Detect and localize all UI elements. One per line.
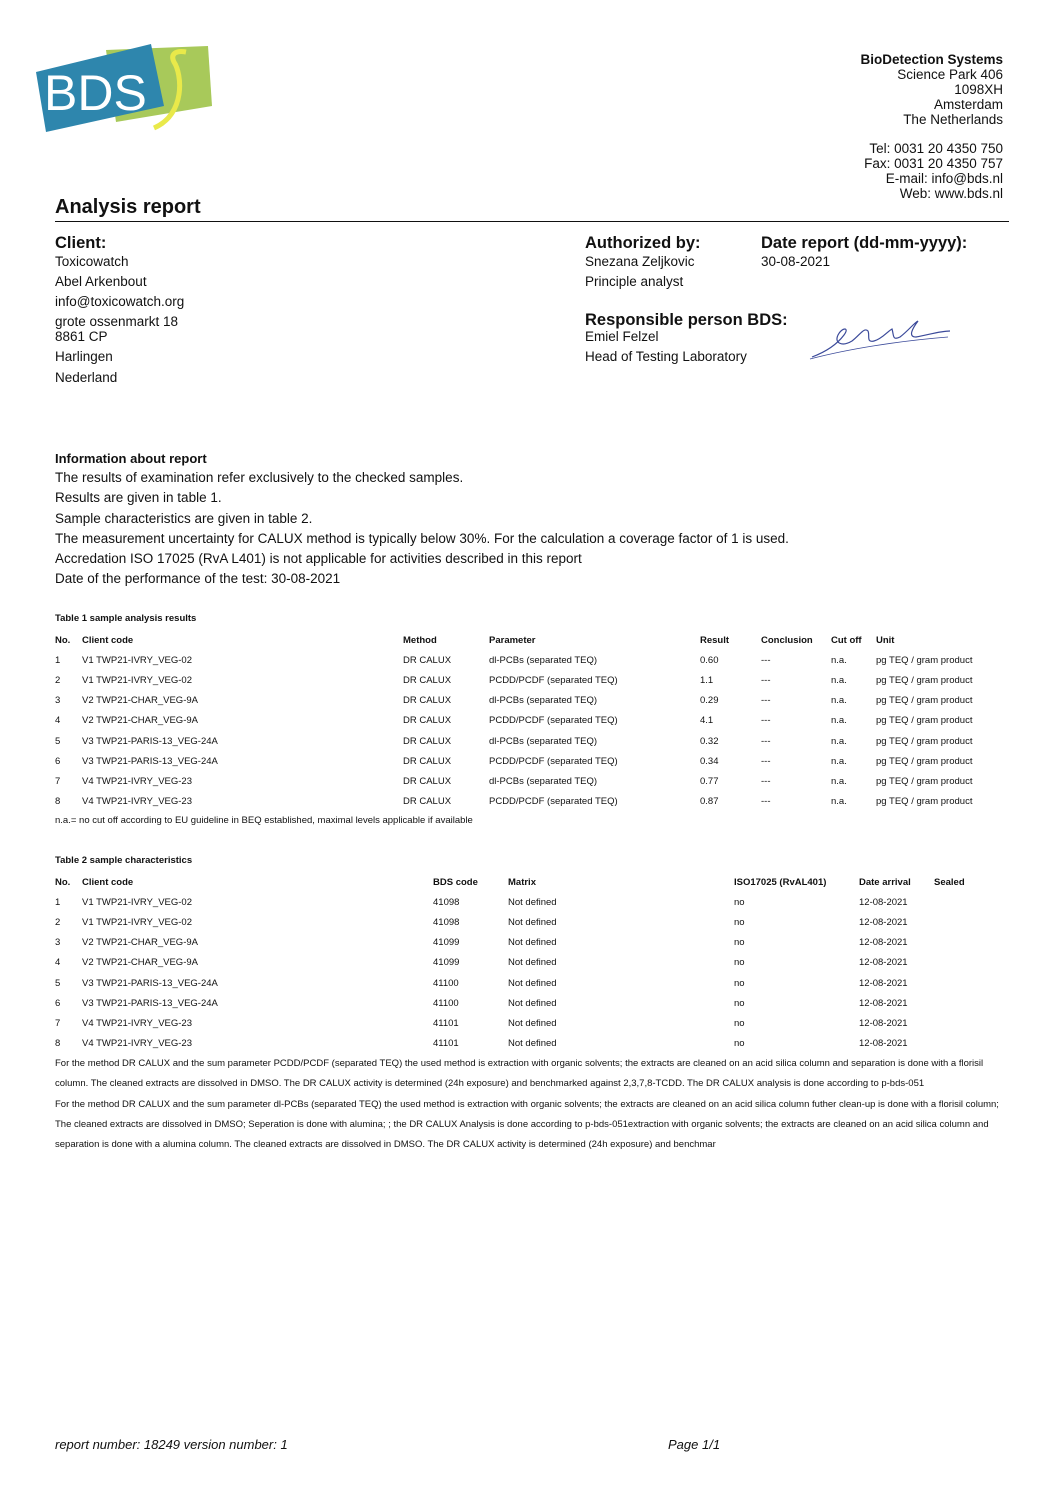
info-line: Sample characteristics are given in table 2. [55, 511, 313, 526]
cell-parameter: PCDD/PCDF (separated TEQ) [489, 715, 618, 727]
cell-unit: pg TEQ / gram product [876, 796, 973, 808]
address-line: The Netherlands [903, 112, 1003, 127]
client-line: Nederland [55, 370, 118, 385]
cell-matrix: Not defined [508, 937, 557, 949]
cell-parameter: dl-PCBs (separated TEQ) [489, 695, 598, 707]
cell-result: 0.29 [700, 695, 719, 707]
cell-method: DR CALUX [403, 695, 452, 707]
address-line: Amsterdam [933, 97, 1003, 112]
table-row [55, 953, 1010, 973]
table-row [55, 912, 1010, 932]
cell-client-code: V3 TWP21-PARIS-13_VEG-24A [82, 735, 218, 747]
cell-unit: pg TEQ / gram product [876, 755, 973, 767]
client-line: Harlingen [55, 349, 113, 364]
cell-unit: pg TEQ / gram product [876, 654, 973, 666]
bds-logo-graphic [36, 44, 214, 136]
col-conclusion: Conclusion [761, 634, 813, 646]
col-date-arrival: Date arrival [859, 876, 911, 888]
responsible-role: Head of Testing Laboratory [585, 349, 747, 364]
cell-matrix: Not defined [508, 896, 557, 908]
cell-method: DR CALUX [403, 654, 452, 666]
cell-date-arrival: 12-08-2021 [859, 896, 908, 908]
cell-parameter: dl-PCBs (separated TEQ) [489, 654, 598, 666]
cell-bds-code: 41099 [433, 937, 460, 949]
cell-cut-off: n.a. [831, 735, 847, 747]
cell-cut-off: n.a. [831, 654, 847, 666]
table-row [55, 933, 1010, 953]
col-client-code: Client code [82, 876, 134, 888]
authorized-name: Snezana Zeljkovic [585, 254, 695, 269]
cell-result: 4.1 [700, 715, 714, 727]
col-sealed: Sealed [934, 876, 965, 888]
cell-sealed [934, 892, 1010, 912]
cell-cut-off: n.a. [831, 715, 847, 727]
cell-iso17025: no [734, 937, 745, 949]
cell-conclusion: --- [761, 674, 771, 686]
cell-unit: pg TEQ / gram product [876, 674, 973, 686]
date-report-heading: Date report (dd-mm-yyyy): [761, 234, 968, 252]
cell-bds-code: 41100 [433, 977, 459, 989]
cell-conclusion: --- [761, 715, 771, 727]
col-no: No. [55, 634, 71, 646]
cell-parameter: PCDD/PCDF (separated TEQ) [489, 674, 618, 686]
signature-graphic [808, 313, 953, 361]
page-number: Page 1/1 [668, 1437, 721, 1452]
cell-date-arrival: 12-08-2021 [859, 977, 908, 989]
client-line: info@toxicowatch.org [55, 294, 185, 309]
client-heading: Client: [55, 234, 107, 252]
info-line: The results of examination refer exclusively to the checked samples. [55, 470, 464, 485]
col-parameter: Parameter [489, 634, 536, 646]
cell-conclusion: --- [761, 755, 771, 767]
cell-parameter: PCDD/PCDF (separated TEQ) [489, 796, 618, 808]
authorized-heading: Authorized by: [585, 234, 701, 252]
address-line: 1098XH [954, 82, 1003, 97]
cell-no: 1 [55, 896, 61, 908]
cell-iso17025: no [734, 977, 745, 989]
col-iso17025: ISO17025 (RvAL401) [734, 876, 827, 888]
cell-iso17025: no [734, 916, 745, 928]
table-row [55, 751, 1010, 771]
cell-date-arrival: 12-08-2021 [859, 937, 908, 949]
info-heading: Information about report [55, 451, 207, 466]
col-method: Method [403, 634, 437, 646]
contact-fax: Fax: 0031 20 4350 757 [864, 156, 1003, 171]
cell-no: 4 [55, 715, 61, 727]
client-line: grote ossenmarkt 18 [55, 314, 179, 329]
cell-conclusion: --- [761, 654, 771, 666]
cell-parameter: PCDD/PCDF (separated TEQ) [489, 755, 618, 767]
cell-sealed [934, 1034, 1010, 1054]
report-number: report number: 18249 version number: 1 [55, 1437, 288, 1452]
cell-matrix: Not defined [508, 916, 557, 928]
responsible-heading: Responsible person BDS: [585, 311, 788, 329]
cell-result: 1.1 [700, 674, 714, 686]
contact-web: Web: www.bds.nl [899, 186, 1003, 201]
cell-client-code: V1 TWP21-IVRY_VEG-02 [82, 654, 193, 666]
contact-tel: Tel: 0031 20 4350 750 [869, 141, 1003, 156]
table-row [55, 650, 1010, 670]
cell-result: 0.87 [700, 796, 719, 808]
cell-unit: pg TEQ / gram product [876, 775, 973, 787]
table-row [55, 993, 1010, 1013]
cell-client-code: V2 TWP21-CHAR_VEG-9A [82, 937, 198, 949]
cell-client-code: V3 TWP21-PARIS-13_VEG-24A [82, 997, 218, 1009]
cell-sealed [934, 1013, 1010, 1033]
cell-sealed [934, 973, 1010, 993]
table-header-row [55, 630, 1010, 650]
table-row [55, 1034, 1010, 1054]
table-row [55, 892, 1010, 912]
cell-iso17025: no [734, 896, 745, 908]
cell-cut-off: n.a. [831, 695, 847, 707]
cell-bds-code: 41098 [433, 896, 460, 908]
cell-result: 0.60 [700, 654, 719, 666]
cell-no: 7 [55, 775, 61, 787]
cell-client-code: V2 TWP21-CHAR_VEG-9A [82, 715, 198, 727]
logo-text: BDS [44, 65, 147, 121]
cell-method: DR CALUX [403, 755, 452, 767]
cell-no: 6 [55, 755, 61, 767]
table-row [55, 691, 1010, 711]
cell-bds-code: 41101 [433, 1038, 459, 1050]
cell-no: 8 [55, 1038, 61, 1050]
table-row [55, 1013, 1010, 1033]
cell-matrix: Not defined [508, 1017, 557, 1029]
responsible-name: Emiel Felzel [585, 329, 659, 344]
col-matrix: Matrix [508, 876, 536, 888]
cell-no: 2 [55, 916, 61, 928]
cell-conclusion: --- [761, 735, 771, 747]
cell-method: DR CALUX [403, 775, 452, 787]
cell-cut-off: n.a. [831, 796, 847, 808]
table1-caption: Table 1 sample analysis results [55, 613, 197, 624]
signature [808, 313, 953, 361]
cell-unit: pg TEQ / gram product [876, 695, 973, 707]
cell-client-code: V1 TWP21-IVRY_VEG-02 [82, 916, 193, 928]
cell-bds-code: 41100 [433, 997, 459, 1009]
company-name: BioDetection Systems [860, 52, 1003, 67]
table-header-row [55, 872, 1010, 892]
cell-bds-code: 41101 [433, 1017, 459, 1029]
cell-cut-off: n.a. [831, 775, 847, 787]
cell-parameter: dl-PCBs (separated TEQ) [489, 775, 598, 787]
cell-date-arrival: 12-08-2021 [859, 1038, 908, 1050]
cell-iso17025: no [734, 997, 745, 1009]
cell-parameter: dl-PCBs (separated TEQ) [489, 735, 598, 747]
cell-method: DR CALUX [403, 674, 452, 686]
cell-result: 0.77 [700, 775, 719, 787]
cell-iso17025: no [734, 957, 745, 969]
company-contact [864, 141, 1003, 201]
cell-cut-off: n.a. [831, 674, 847, 686]
cell-sealed [934, 953, 1010, 973]
cell-result: 0.32 [700, 735, 719, 747]
table-row [55, 771, 1010, 791]
cell-sealed [934, 933, 1010, 953]
cell-iso17025: no [734, 1017, 745, 1029]
cell-date-arrival: 12-08-2021 [859, 916, 908, 928]
table-row [55, 670, 1010, 690]
cell-client-code: V4 TWP21-IVRY_VEG-23 [82, 796, 193, 808]
cell-conclusion: --- [761, 695, 771, 707]
cell-no: 2 [55, 674, 61, 686]
cell-client-code: V3 TWP21-PARIS-13_VEG-24A [82, 977, 218, 989]
cell-client-code: V2 TWP21-CHAR_VEG-9A [82, 957, 198, 969]
cell-unit: pg TEQ / gram product [876, 735, 973, 747]
cell-no: 8 [55, 796, 61, 808]
cell-client-code: V1 TWP21-IVRY_VEG-02 [82, 896, 193, 908]
table-row [55, 711, 1010, 731]
cell-matrix: Not defined [508, 977, 557, 989]
method-description [55, 1054, 1005, 1155]
cell-no: 1 [55, 654, 61, 666]
method-paragraph-pcdd: For the method DR CALUX and the sum parameter PCDD/PCDF (separated TEQ) the used method is extraction with organic solvents; the extracts are cleaned on an acid silica column and separation is done with a florisil column. The cleaned extracts are dissolved in DMSO. The DR CALUX activity is determined (24h exposure) and benchmarked against 2,3,7,8-TCDD. The DR CALUX analysis is done according to p-bds-051 [55, 1058, 984, 1090]
info-line: Results are given in table 1. [55, 490, 222, 505]
cell-bds-code: 41098 [433, 916, 460, 928]
cell-bds-code: 41099 [433, 957, 460, 969]
table-row [55, 792, 1010, 812]
cell-client-code: V2 TWP21-CHAR_VEG-9A [82, 695, 198, 707]
col-unit: Unit [876, 634, 895, 646]
col-cut-off: Cut off [831, 634, 862, 646]
table-row [55, 731, 1010, 751]
cell-client-code: V4 TWP21-IVRY_VEG-23 [82, 1017, 193, 1029]
cell-method: DR CALUX [403, 715, 452, 727]
info-line: Date of the performance of the test: 30-08-2021 [55, 571, 341, 586]
report-title: Analysis report [55, 196, 201, 218]
col-bds-code: BDS code [433, 876, 478, 888]
cell-matrix: Not defined [508, 1038, 557, 1050]
date-report-value: 30-08-2021 [761, 254, 831, 269]
cell-no: 3 [55, 937, 61, 949]
client-line: Toxicowatch [55, 254, 129, 269]
cell-client-code: V1 TWP21-IVRY_VEG-02 [82, 674, 193, 686]
cell-iso17025: no [734, 1038, 745, 1050]
client-line: 8861 CP [55, 329, 108, 344]
cell-no: 7 [55, 1017, 61, 1029]
cell-method: DR CALUX [403, 796, 452, 808]
info-line: Accredation ISO 17025 (RvA L401) is not applicable for activities described in this report [55, 551, 582, 566]
cell-client-code: V4 TWP21-IVRY_VEG-23 [82, 1038, 193, 1050]
address-line: Science Park 406 [897, 67, 1003, 82]
method-paragraph-dlpcb: For the method DR CALUX and the sum parameter dl-PCBs (separated TEQ) the used method is extraction with organic solvents; the extracts are cleaned on an acid silica column futher clean-up is done with a florisil column; The cleaned extracts are dissolved in DMSO; Seperation is done with alumina; ; the DR CALUX Analysis is done according to p-bds-051extraction with organic solvents; the extracts are cleaned on an acid silica column and separation is done with a alumina column. The cleaned extracts are dissolved in DMSO. The DR CALUX activity is determined (24h exposure) and benchmar [55, 1098, 999, 1151]
col-no: No. [55, 876, 71, 888]
table-row [55, 973, 1010, 993]
cell-no: 5 [55, 735, 61, 747]
cell-cut-off: n.a. [831, 755, 847, 767]
cell-conclusion: --- [761, 796, 771, 808]
cell-client-code: V4 TWP21-IVRY_VEG-23 [82, 775, 193, 787]
cell-matrix: Not defined [508, 997, 557, 1009]
cell-no: 6 [55, 997, 61, 1009]
cell-result: 0.34 [700, 755, 719, 767]
table2-caption: Table 2 sample characteristics [55, 855, 193, 866]
cell-no: 3 [55, 695, 61, 707]
analysis-results-table [55, 630, 1010, 812]
cell-sealed [934, 912, 1010, 932]
cell-matrix: Not defined [508, 957, 557, 969]
company-address [860, 52, 1003, 127]
authorized-role: Principle analyst [585, 274, 684, 289]
cell-date-arrival: 12-08-2021 [859, 1017, 908, 1029]
cell-client-code: V3 TWP21-PARIS-13_VEG-24A [82, 755, 218, 767]
col-client-code: Client code [82, 634, 134, 646]
cell-conclusion: --- [761, 775, 771, 787]
cell-method: DR CALUX [403, 735, 452, 747]
cell-date-arrival: 12-08-2021 [859, 997, 908, 1009]
bds-logo [36, 44, 214, 136]
table1-note: n.a.= no cut off according to EU guideline in BEQ established, maximal levels applicable if available [55, 815, 473, 826]
cell-no: 4 [55, 957, 61, 969]
client-line: Abel Arkenbout [55, 274, 147, 289]
cell-unit: pg TEQ / gram product [876, 715, 973, 727]
sample-characteristics-table [55, 872, 1010, 1054]
title-divider [55, 221, 1009, 222]
cell-sealed [934, 993, 1010, 1013]
cell-date-arrival: 12-08-2021 [859, 957, 908, 969]
info-line: The measurement uncertainty for CALUX method is typically below 30%. For the calculation a coverage factor of 1 is used. [55, 531, 789, 546]
col-result: Result [700, 634, 730, 646]
cell-no: 5 [55, 977, 61, 989]
contact-email: E-mail: info@bds.nl [885, 171, 1003, 186]
